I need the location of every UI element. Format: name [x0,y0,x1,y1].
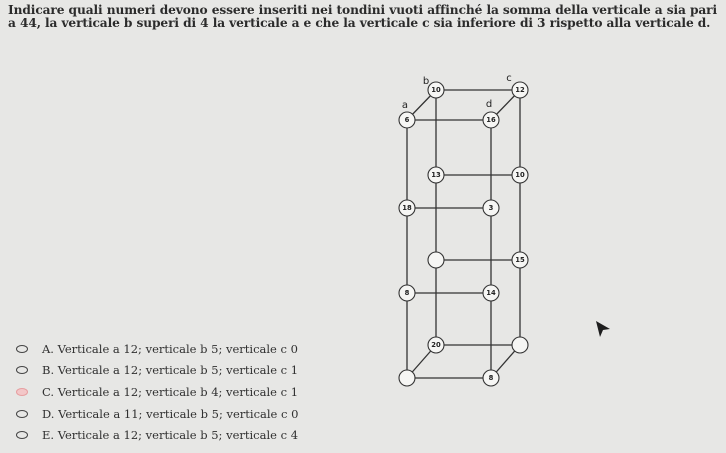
node-mid-back-left [428,167,444,183]
node-d-top [483,112,499,128]
svg-text:20: 20 [431,341,441,349]
option-a-label: A. Verticale a 12; verticale b 5; verticale c 0 [42,341,298,356]
radio-c[interactable] [16,388,28,396]
node-a-top [399,112,415,128]
option-c[interactable] [10,381,330,403]
svg-text:8: 8 [404,289,410,297]
svg-text:10: 10 [431,86,441,94]
node-mid-back-right [512,167,528,183]
option-d[interactable] [10,403,330,425]
option-c-label: C. Verticale a 12; verticale b 4; verticale c 1 [42,384,299,399]
radio-d[interactable] [16,410,28,418]
svg-text:3: 3 [488,204,494,212]
option-e-label: E. Verticale a 12; verticale b 5; verticale c 4 [42,428,299,443]
label-d: d [485,99,493,110]
node-low-front-left [399,285,415,301]
node-bot-back-right-empty [512,337,528,353]
label-a: a [401,100,409,111]
svg-text:8: 8 [488,374,494,382]
node-low-back-right [512,252,528,268]
option-b[interactable] [10,360,330,382]
cube-diagram [380,60,560,390]
svg-text:13: 13 [431,171,441,179]
cube-figure [380,60,560,390]
svg-text:14: 14 [486,289,496,297]
option-a[interactable] [10,338,330,360]
node-low-back-left-empty [428,252,444,268]
node-bot-front-left-empty [399,370,415,386]
node-b-top [428,82,444,98]
svg-text:15: 15 [515,256,525,264]
option-e[interactable] [10,424,330,446]
svg-text:16: 16 [486,116,496,124]
option-b-label: B. Verticale a 12; verticale b 5; verticale c 1 [42,363,299,378]
node-bot-back-left [428,337,444,353]
svg-text:10: 10 [515,171,525,179]
mouse-pointer-icon [594,319,612,339]
answer-options [10,338,330,446]
node-c-top [512,82,528,98]
svg-text:6: 6 [404,116,410,124]
radio-a[interactable] [16,345,28,353]
node-low-front-right [483,285,499,301]
svg-text:18: 18 [402,204,412,212]
label-b: b [422,76,430,87]
node-mid-front-right [483,200,499,216]
label-c: c [506,73,512,84]
question-text: Indicare quali numeri devono essere inseriti nei tondini vuoti affinché la somma della verticale a sia pari a 44, la verticale b superi di 4 la verticale a e che la verticale c sia inferiore di 3 rispetto alla verticale d. [8,3,718,30]
svg-text:12: 12 [515,86,525,94]
radio-b[interactable] [16,366,28,374]
node-mid-front-left [399,200,415,216]
radio-e[interactable] [16,431,28,439]
node-bot-front-right [483,370,499,386]
option-d-label: D. Verticale a 11; verticale b 5; verticale c 0 [42,406,299,421]
